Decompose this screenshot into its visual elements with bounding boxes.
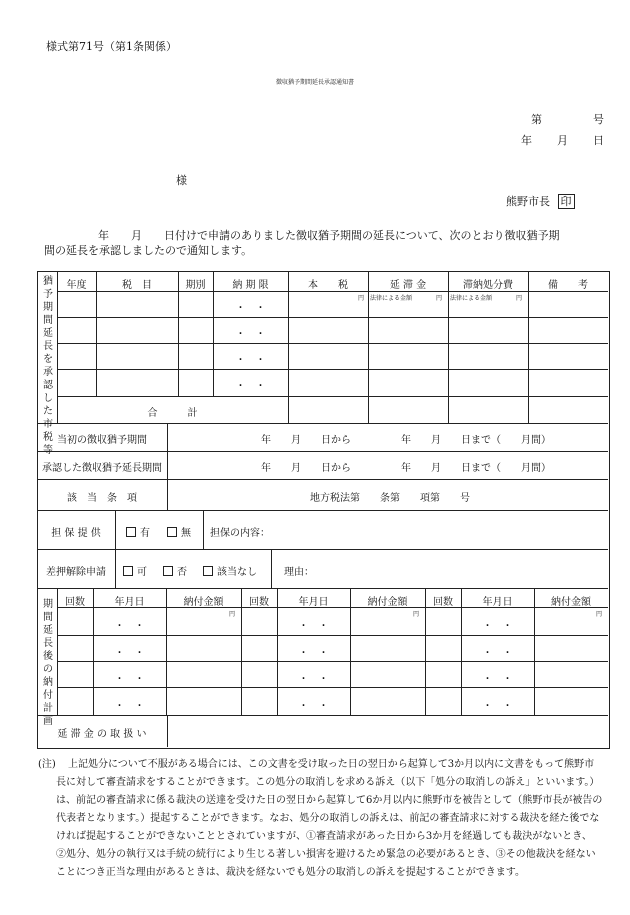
plan-date-dots: ・ ・ [114, 674, 145, 685]
seizure-option-ng[interactable]: 否 [163, 563, 187, 578]
legal-amount-late-fee: 法律による金額 [370, 295, 413, 302]
clause-value: 地方税法第 条第 項第 号 [310, 493, 470, 504]
plan-header-amount: 納付金額 [367, 597, 408, 608]
intro-line-2: 間の延長を承認しましたので通知します。 [44, 244, 253, 257]
due-date-row-3: ・ ・ [235, 355, 266, 366]
form-number: 様式第71号（第1条関係） [46, 40, 177, 53]
plan-date-dots: ・ ・ [298, 621, 329, 632]
collateral-content-label: 担保の内容： [210, 528, 270, 539]
note-line-5: ければ提起することができないこととされていますが、①審査請求があった日から3か月を経過しても裁決がないとき、 [56, 831, 592, 842]
doc-date-month: 月 [557, 134, 568, 147]
seizure-release-label: 差押解除申請 [46, 567, 106, 578]
header-disposition-cost: 滞納処分費 [463, 280, 513, 291]
due-date-row-4: ・ ・ [235, 381, 266, 392]
plan-date-dots: ・ ・ [482, 701, 513, 712]
seizure-option-ok[interactable]: 可 [123, 563, 147, 578]
note-line-2: 長に対して審査請求をすることができます。この処分の取消しを求める訴え（以下「処分の取消しの訴え」といいます。） [56, 777, 600, 788]
plan-date-dots: ・ ・ [482, 674, 513, 685]
extended-period-value: 年 月 日から 年 月 日まで（ 月間） [261, 463, 551, 474]
plan-yen-unit: 円 [596, 611, 603, 618]
header-due-date: 納 期 限 [232, 280, 269, 291]
initial-period-label: 当初の徴収猶予期間 [57, 435, 147, 446]
header-remarks: 備 考 [548, 280, 588, 291]
due-date-row-1: ・ ・ [235, 303, 266, 314]
doc-date-year: 年 [521, 134, 532, 147]
note-prefix: (注) [38, 759, 56, 770]
header-period: 期別 [185, 280, 206, 291]
collateral-label: 担 保 提 供 [51, 528, 101, 539]
header-principal-tax: 本 税 [308, 280, 348, 291]
plan-header-date: 年月日 [482, 597, 513, 608]
header-year: 年度 [66, 280, 87, 291]
seizure-option-na[interactable]: 該当なし [203, 563, 257, 578]
collateral-yes-checkbox[interactable] [126, 527, 136, 537]
plan-date-dots: ・ ・ [482, 621, 513, 632]
plan-date-dots: ・ ・ [114, 648, 145, 659]
note-line-6: ②処分、処分の執行又は手続の続行により生じる著しい損害を避けるため緊急の必要があるとき、③その他裁決を経ない [56, 849, 596, 860]
header-late-fee: 延 滞 金 [389, 280, 427, 291]
note-line-4: 代表者となります。）提起することができます。なお、処分の取消しの訴えは、前記の審査請求に対する裁決を経た後でな [56, 813, 600, 824]
legal-amount-disposition: 法律による金額 [450, 295, 493, 302]
plan-date-dots: ・ ・ [482, 648, 513, 659]
plan-header-amount: 納付金額 [183, 597, 224, 608]
note-line-7: ことにつき正当な理由があるときは、裁決を経ないでも処分の取消しの訴えを提起することができます。 [56, 867, 525, 878]
plan-header-date: 年月日 [114, 597, 145, 608]
intro-line-1: 年 月 日付けで申請のありました徴収猶予期間の延長について、次のとおり徴収猶予期 [98, 229, 560, 242]
note-line-3: は、前記の審査請求に係る裁決の送達を受けた日の翌日から起算して6か月以内に熊野市を被告として（熊野市長が被告の [56, 795, 603, 806]
doc-date-day: 日 [593, 134, 604, 147]
plan-date-dots: ・ ・ [298, 701, 329, 712]
yen-unit-principal: 円 [358, 295, 365, 302]
collateral-no-checkbox[interactable] [167, 527, 177, 537]
payment-plan-vertical-label: 期間延長後の納付計画 [43, 599, 53, 727]
issuer-name: 熊野市長 [506, 195, 550, 208]
plan-header-count: 回数 [65, 597, 85, 608]
plan-header-count: 回数 [249, 597, 269, 608]
plan-date-dots: ・ ・ [298, 674, 329, 685]
doc-number-dai: 第 [531, 113, 542, 126]
doc-number-go: 号 [593, 113, 604, 126]
clause-label: 該 当 条 項 [67, 493, 137, 504]
plan-header-amount: 納付金額 [551, 597, 591, 608]
total-label: 合 計 [147, 408, 198, 419]
late-fee-handling-label: 延 滞 金 の 取 扱 い [57, 729, 147, 740]
header-tax-item: 税 目 [122, 280, 152, 291]
collateral-option-no[interactable]: 無 [167, 524, 191, 539]
addressee-suffix: 様 [176, 174, 187, 187]
plan-yen-unit: 円 [229, 611, 236, 618]
issuer-line [506, 193, 575, 209]
due-date-row-2: ・ ・ [235, 329, 266, 340]
seizure-ok-checkbox[interactable] [123, 566, 133, 576]
plan-date-dots: ・ ・ [298, 648, 329, 659]
collateral-option-yes[interactable]: 有 [126, 524, 150, 539]
document-title: 徴収猶予期間延長承認通知書 [275, 79, 354, 86]
note-line-1: 上記処分について不服がある場合には、この文書を受け取った日の翌日から起算して3か月以内に文書をもって熊野市 [68, 759, 595, 770]
plan-yen-unit: 円 [413, 611, 420, 618]
initial-period-value: 年 月 日から 年 月 日まで（ 月間） [261, 435, 551, 446]
yen-unit-late-fee: 円 [436, 295, 443, 302]
seizure-ng-checkbox[interactable] [163, 566, 173, 576]
seizure-na-checkbox[interactable] [203, 566, 213, 576]
extended-period-label: 承認した徴収猶予延長期間 [42, 463, 162, 474]
plan-header-count: 回数 [433, 597, 453, 608]
yen-unit-disposition: 円 [516, 295, 523, 302]
plan-date-dots: ・ ・ [114, 621, 145, 632]
seal-stamp: 印 [558, 194, 575, 209]
plan-header-date: 年月日 [298, 597, 329, 608]
plan-date-dots: ・ ・ [114, 701, 145, 712]
seizure-reason-label: 理由： [284, 567, 314, 578]
table1-vertical-label: 猶予期間延長を承認した市税等 [43, 276, 53, 456]
